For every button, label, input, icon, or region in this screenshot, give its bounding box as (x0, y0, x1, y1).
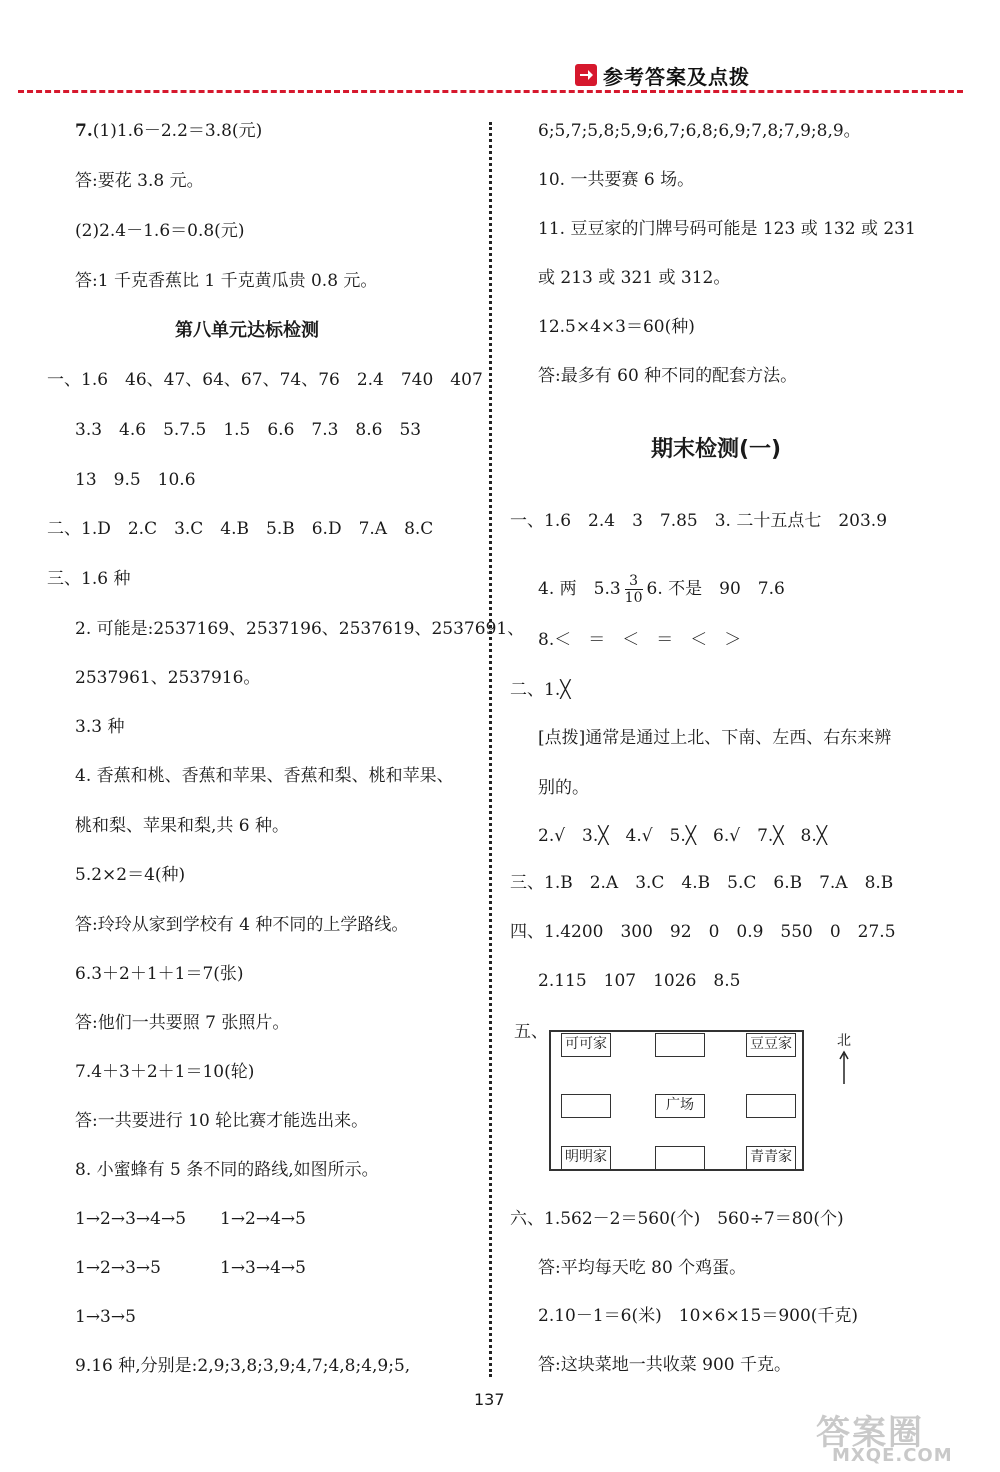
question-number: 7. (75, 121, 93, 141)
answer-line: 2537961、2537916。 (75, 668, 261, 688)
page-number: 137 (474, 1390, 505, 1409)
answer-line: 答:玲玲从家到学校有 4 种不同的上学路线。 (75, 915, 409, 935)
answer-line: (2)2.4－1.6＝0.8(元) (75, 221, 245, 241)
answer-line: 三、1.B 2.A 3.C 4.B 5.C 6.B 7.A 8.B (510, 873, 894, 893)
answer-line: 答:1 千克香蕉比 1 千克黄瓜贵 0.8 元。 (75, 271, 378, 291)
section-title: 期末检测(一) (651, 437, 782, 462)
route-line: 1→3→5 (75, 1307, 136, 1327)
hint-line: 别的。 (538, 778, 589, 798)
map-label-qingqing: 青青家 (746, 1146, 796, 1170)
answer-line-with-fraction (538, 569, 785, 609)
header-divider (18, 90, 963, 93)
answer-line: 三、1.6 种 (47, 569, 131, 589)
watermark-logo (812, 1405, 992, 1467)
north-indicator (834, 1030, 854, 1086)
answer-line: 13 9.5 10.6 (75, 470, 196, 490)
answer-line: 2.115 107 1026 8.5 (538, 971, 741, 991)
answer-line: 3.3 4.6 5.7.5 1.5 6.6 7.3 8.6 53 (75, 420, 422, 440)
map-label-doudou: 豆豆家 (746, 1033, 796, 1057)
answer-line: 一、1.6 2.4 3 7.85 3. 二十五点七 203.9 (510, 511, 888, 531)
fraction-numerator: 3 (629, 572, 639, 589)
answer-line (75, 119, 262, 143)
answer-line: 11. 豆豆家的门牌号码可能是 123 或 132 或 231 (538, 219, 916, 239)
answer-line: 一、1.6 46、47、64、67、74、76 2.4 740 407 (47, 370, 483, 390)
answer-line: 2.√ 3.╳ 4.√ 5.╳ 6.√ 7.╳ 8.╳ (538, 826, 827, 846)
map-label-keke: 可可家 (561, 1033, 611, 1057)
page-header (575, 58, 750, 92)
answer-line: 9.16 种,分别是:2,9;3,8;3,9;4,7;4,8;4,9;5, (75, 1356, 411, 1376)
fraction-denominator: 10 (624, 589, 643, 606)
section-label: 五、 (514, 1022, 548, 1042)
answer-line: 答:一共要进行 10 轮比赛才能选出来。 (75, 1111, 369, 1131)
answer-line: 2.10－1＝6(米) 10×6×15＝900(千克) (538, 1306, 859, 1326)
answer-text: (1)1.6－2.2＝3.8(元) (92, 121, 263, 141)
answer-text: 4. 两 5.3 (538, 579, 621, 599)
answer-line: 四、1.4200 300 92 0 0.9 550 0 27.5 (510, 922, 896, 942)
map-empty-box (746, 1094, 796, 1118)
answer-line: 答:他们一共要照 7 张照片。 (75, 1013, 290, 1033)
answer-line: 六、1.562－2＝560(个) 560÷7＝80(个) (510, 1209, 844, 1229)
answer-line: 10. 一共要赛 6 场。 (538, 170, 695, 190)
arrow-right-icon (575, 64, 597, 86)
answer-line: 二、1.╳ (510, 680, 571, 700)
map-label-mingming: 明明家 (561, 1146, 611, 1170)
map-empty-box (655, 1033, 705, 1057)
answer-line: 12.5×4×3＝60(种) (538, 317, 695, 337)
route-line: 1→2→4→5 (220, 1209, 306, 1229)
answer-text: 6. 不是 90 7.6 (646, 579, 785, 599)
north-label: 北 (837, 1033, 851, 1049)
answer-line: 4. 香蕉和桃、香蕉和苹果、香蕉和梨、桃和苹果、 (75, 766, 454, 786)
answer-line: 桃和梨、苹果和梨,共 6 种。 (75, 816, 290, 836)
answer-line: 8.＜ ＝ ＜ ＝ ＜ ＞ (538, 630, 742, 650)
answer-line: 8. 小蜜蜂有 5 条不同的路线,如图所示。 (75, 1160, 379, 1180)
answer-line: 6;5,7;5,8;5,9;6,7;6,8;6,9;7,8;7,9;8,9。 (538, 121, 861, 141)
answer-line: 7.4＋3＋2＋1＝10(轮) (75, 1062, 255, 1082)
answer-line: 5.2×2＝4(种) (75, 865, 186, 885)
route-line: 1→2→3→5 (75, 1258, 161, 1278)
fraction (625, 573, 643, 606)
watermark-text: 答案圈 (816, 1413, 924, 1453)
column-divider (489, 122, 492, 1377)
north-arrow-icon (834, 1050, 854, 1086)
answer-line: 或 213 或 321 或 312。 (538, 268, 731, 288)
answer-line: 2. 可能是:2537169、2537196、2537619、2537691、 (75, 619, 525, 639)
map-empty-box (655, 1146, 705, 1170)
answer-line: 答:最多有 60 种不同的配套方法。 (538, 366, 798, 386)
answer-line: 3.3 种 (75, 717, 125, 737)
header-title: 参考答案及点拨 (603, 64, 750, 89)
watermark-url: MXQE.COM (832, 1445, 953, 1466)
answer-line: 答:要花 3.8 元。 (75, 171, 204, 191)
map-empty-box (561, 1094, 611, 1118)
answer-line: 二、1.D 2.C 3.C 4.B 5.B 6.D 7.A 8.C (47, 519, 434, 539)
route-line: 1→3→4→5 (220, 1258, 306, 1278)
hint-line: [点拨]通常是通过上北、下南、左西、右东来辨 (538, 728, 892, 748)
route-line: 1→2→3→4→5 (75, 1209, 187, 1229)
answer-line: 答:这块菜地一共收菜 900 千克。 (538, 1355, 791, 1375)
section-title: 第八单元达标检测 (175, 320, 319, 341)
direction-map (549, 1030, 804, 1171)
answer-line: 6.3＋2＋1＋1＝7(张) (75, 964, 244, 984)
map-label-guangchang: 广场 (655, 1094, 705, 1118)
answer-line: 答:平均每天吃 80 个鸡蛋。 (538, 1258, 747, 1278)
